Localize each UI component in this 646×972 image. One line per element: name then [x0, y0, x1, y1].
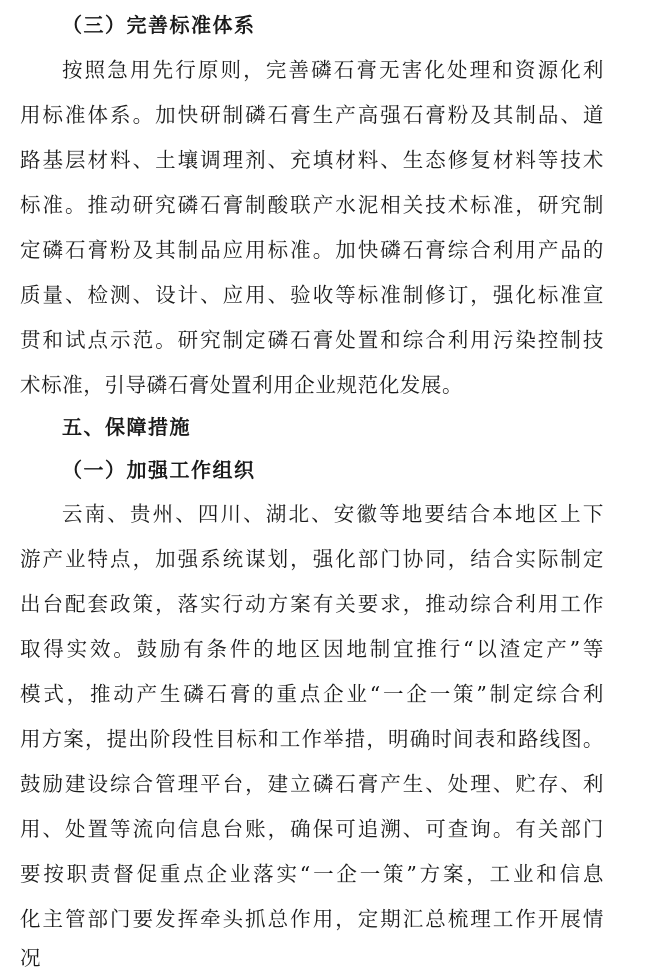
paragraph-line: 模式，推动产生磷石膏的重点企业“一企一策”制定综合利: [20, 682, 604, 706]
paragraph-line: 要按职责督促重点企业落实“一企一策”方案，工业和信息: [20, 862, 604, 886]
paragraph-line: 质量、检测、设计、应用、验收等标准制修订，强化标准宣: [20, 283, 604, 307]
paragraph-line: 取得实效。鼓励有条件的地区因地制宜推行“以渣定产”等: [20, 637, 604, 661]
paragraph-line: 术标准，引导磷石膏处置利用企业规范化发展。: [20, 373, 464, 397]
paragraph-line: 贯和试点示范。研究制定磷石膏处置和综合利用污染控制技: [20, 328, 604, 352]
paragraph-line-cut-off: 况: [20, 946, 42, 970]
paragraph-line: 用标准体系。加快研制磷石膏生产高强石膏粉及其制品、道: [20, 103, 604, 127]
section-1-heading: （一）加强工作组织: [62, 458, 256, 482]
section-3-heading: （三）完善标准体系: [62, 13, 256, 37]
chapter-5-heading: 五、保障措施: [62, 415, 191, 439]
paragraph-line: 路基层材料、土壤调理剂、充填材料、生态修复材料等技术: [20, 148, 604, 172]
paragraph-line: 定磷石膏粉及其制品应用标准。加快磷石膏综合利用产品的: [20, 238, 604, 262]
paragraph-line: 标准。推动研究磷石膏制酸联产水泥相关技术标准，研究制: [20, 193, 604, 217]
paragraph-line: 云南、贵州、四川、湖北、安徽等地要结合本地区上下: [62, 502, 604, 526]
paragraph-line: 鼓励建设综合管理平台，建立磷石膏产生、处理、贮存、利: [20, 772, 604, 796]
paragraph-line: 游产业特点，加强系统谋划，强化部门协同，结合实际制定: [20, 547, 604, 571]
paragraph-line: 用方案，提出阶段性目标和工作举措，明确时间表和路线图。: [20, 727, 604, 751]
paragraph-line: 按照急用先行原则，完善磷石膏无害化处理和资源化利: [62, 58, 604, 82]
paragraph-line: 化主管部门要发挥牵头抓总作用，定期汇总梳理工作开展情: [20, 907, 604, 931]
paragraph-line: 用、处置等流向信息台账，确保可追溯、可查询。有关部门: [20, 817, 604, 841]
paragraph-line: 出台配套政策，落实行动方案有关要求，推动综合利用工作: [20, 592, 604, 616]
